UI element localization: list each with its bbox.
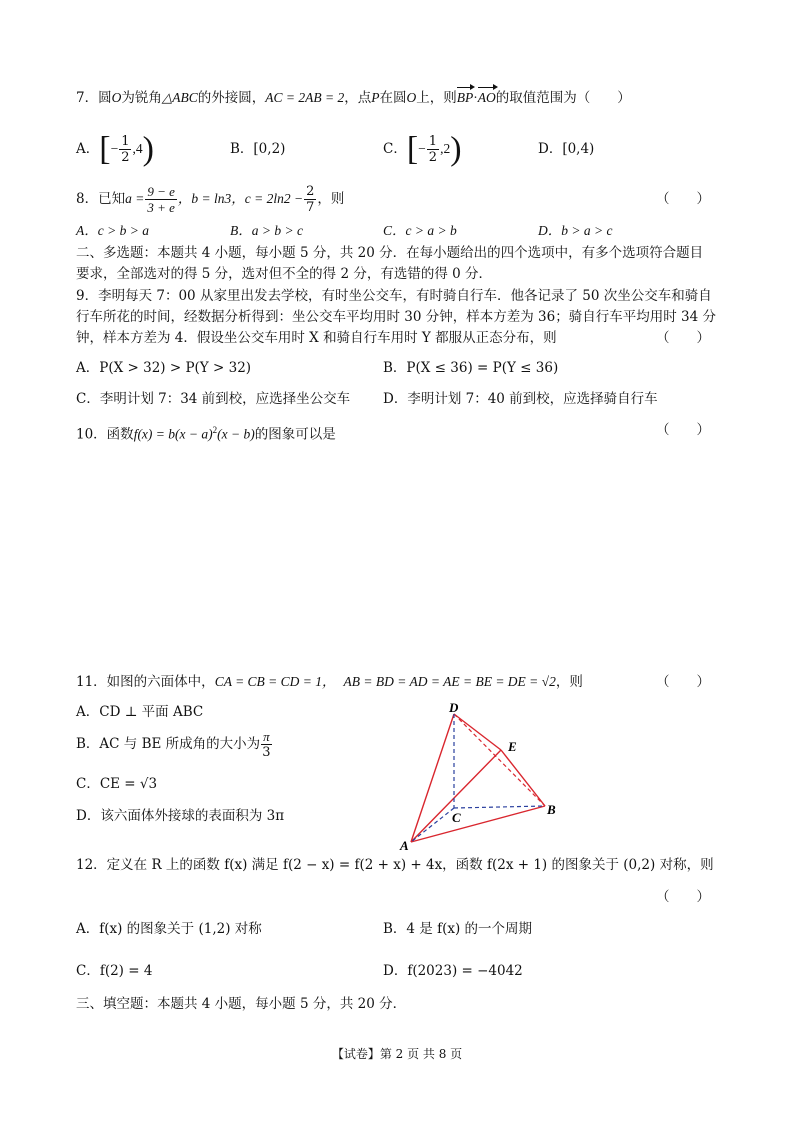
q7-option-a-fraction	[119, 134, 131, 165]
q12-option-b: B．4 是 f(x) 的一个周期	[383, 921, 533, 937]
q9-line2: 行车所花的时间，经数据分析得到：坐公交车平均用时 30 分钟，样本方差为 36；骑自行车平均用时 34 分	[76, 309, 716, 325]
section3-line1: 三、填空题：本题共 4 小题，每小题 5 分，共 20 分．	[76, 996, 407, 1012]
q11-hexahedron-figure	[390, 698, 570, 852]
edge-db-dashed	[454, 714, 545, 806]
q7-triangle: △ABC	[161, 90, 198, 105]
q8-c-fraction	[304, 184, 316, 215]
q7-option-d: D．[0,4)	[538, 141, 595, 157]
q12-option-d: D．f(2023) = −4042	[383, 963, 523, 979]
q7-option-a: A．[− $\frac{1}{2}$ ,4)	[76, 130, 154, 168]
q8-c-den: 7	[306, 200, 315, 215]
q9-answer-paren: （ ）	[656, 330, 710, 346]
q7-text-c: 的外接圆，	[197, 90, 266, 106]
q8-answer-paren: （ ）	[656, 191, 710, 207]
q10-answer-paren: （ ）	[656, 422, 710, 438]
q7-option-a-den: 2	[121, 150, 130, 165]
q11-option-b-den: 3	[262, 745, 271, 760]
q8-b-expr: ，b = ln3，	[177, 191, 245, 206]
section2-line2: 要求，全部选对的得 5 分，选对但不全的得 2 分，有选错的得 0 分．	[76, 266, 493, 282]
edge-de	[454, 714, 501, 750]
q8-text-b: ，则	[317, 191, 345, 207]
q11-text-a: 11．如图的六面体中，	[76, 674, 215, 690]
label-b: B	[547, 802, 556, 817]
page-footer: 【试卷】第 2 页 共 8 页	[331, 1047, 463, 1061]
q8-c-lhs: c = 2ln2 −	[244, 191, 304, 206]
edge-ea	[411, 750, 501, 842]
q9-option-d: D．李明计划 7：40 前到校，应选择骑自行车	[383, 391, 658, 407]
q8-a-fraction	[145, 184, 177, 215]
q9-line3: 钟，样本方差为 4．假设坐公交车用时 X 和骑自行车用时 Y 都服从正态分布，则	[76, 330, 557, 346]
q12-answer-paren: （ ）	[656, 889, 710, 905]
q7-option-c: C．[− $\frac{1}{2}$ ,2)	[383, 130, 462, 168]
q7-option-c-fraction	[427, 134, 439, 165]
q10-function-tail: (x − b)	[217, 426, 255, 442]
edge-cb-dashed	[454, 806, 545, 808]
q8-option-a: A．c > b > a	[76, 223, 149, 238]
edge-da	[411, 714, 454, 842]
q12-option-a: A．f(x) 的图象关于 (1,2) 对称	[76, 921, 262, 937]
q11-option-b	[76, 727, 273, 761]
q8-a-den: 3 + e	[147, 200, 175, 215]
q11-equation-1: CA = CB = CD = 1，	[214, 674, 336, 689]
q10-text-a: 10．函数	[76, 426, 134, 443]
q7-option-a-num: 1	[121, 134, 130, 149]
q7-text-g: 的取值范围为（ ）	[495, 90, 631, 106]
q10-stem	[76, 421, 336, 444]
q11-option-b-num: π	[263, 729, 270, 744]
q8-option-c: C．c > a > b	[383, 223, 457, 238]
q9-option-a: A．P(X > 32) > P(Y > 32)	[76, 360, 252, 376]
q8-c-num: 2	[306, 184, 315, 199]
q7-text-b: 为锐角	[121, 90, 162, 106]
q11-equation-2: AB = BD = AD = AE = BE = DE = √2	[343, 674, 556, 689]
q7-sym-o: O	[111, 90, 122, 105]
q7-vector-bp: BP	[456, 90, 474, 105]
q7-text-f: 上，则	[416, 90, 457, 106]
edge-ab	[411, 806, 545, 842]
q8-text-a: 8．已知	[76, 191, 126, 207]
q10-exponent: 2	[212, 425, 218, 435]
q11-option-a: A．CD ⊥ 平面 ABC	[76, 704, 204, 720]
q9-line1: 9．李明每天 7：00 从家里出发去学校，有时坐公交车，有时骑自行车．他各记录了 50 次坐公交车和骑自	[76, 288, 712, 304]
section2-line1: 二、多选题：本题共 4 小题，每小题 5 分，共 20 分．在每小题给出的四个选项中，有多个选项符合题目	[76, 245, 704, 261]
edge-eb	[501, 750, 545, 806]
q7-option-c-den: 2	[428, 150, 438, 165]
label-d: D	[449, 700, 459, 715]
q8-a-num: 9 − e	[147, 184, 175, 199]
q8-option-d: D．b > a > c	[538, 223, 613, 238]
q7-stem	[76, 89, 631, 107]
q8-option-b: B．a > b > c	[230, 223, 303, 238]
q7-option-a-tail: ,4	[132, 141, 143, 156]
q7-option-c-num: 1	[428, 134, 438, 149]
q7-option-a-label: A．	[76, 141, 100, 157]
q7-text-d: ，点	[344, 90, 372, 106]
q7-option-c-tail: ,2	[440, 141, 451, 156]
q11-text-b: ，则	[555, 674, 583, 690]
q8-stem	[76, 182, 344, 216]
q7-condition: AC = 2AB = 2	[265, 90, 345, 105]
q7-text-e: 在圆	[379, 90, 407, 106]
q11-answer-paren: （ ）	[656, 674, 710, 690]
q11-stem	[76, 673, 583, 691]
q7-vector-ao: AO	[477, 90, 496, 105]
label-a: A	[400, 838, 409, 852]
q7-dot: ·	[473, 90, 478, 105]
q11-option-b-fraction	[261, 729, 272, 760]
q7-option-b: B．[0,2)	[230, 141, 286, 157]
q12-option-c: C．f(2) = 4	[76, 963, 153, 979]
q8-a-lhs: a =	[125, 191, 145, 206]
q7-option-c-label: C．	[383, 141, 407, 157]
q9-option-c: C．李明计划 7：34 前到校，应选择坐公交车	[76, 391, 351, 407]
q7-text-a: 7．圆	[76, 90, 112, 106]
label-e: E	[508, 739, 517, 754]
q9-option-b: B．P(X ≤ 36) = P(Y ≤ 36)	[383, 360, 559, 376]
q11-option-d: D．该六面体外接球的表面积为 3π	[76, 808, 285, 824]
q11-option-b-text: B．AC 与 BE 所成角的大小为	[76, 736, 261, 752]
q10-function: f(x) = b(x − a)	[133, 426, 213, 442]
q10-text-b: 的图象可以是	[254, 426, 336, 443]
q12-line1: 12．定义在 R 上的函数 f(x) 满足 f(2 − x) = f(2 + x) + 4x，函数 f(2x + 1) 的图象关于 (0,2) 对称，则	[76, 857, 714, 873]
q7-sym-p: P	[371, 90, 380, 105]
q11-option-c: C．CE = √3	[76, 776, 158, 792]
label-c: C	[452, 810, 461, 825]
q7-sym-o2: O	[406, 90, 417, 105]
